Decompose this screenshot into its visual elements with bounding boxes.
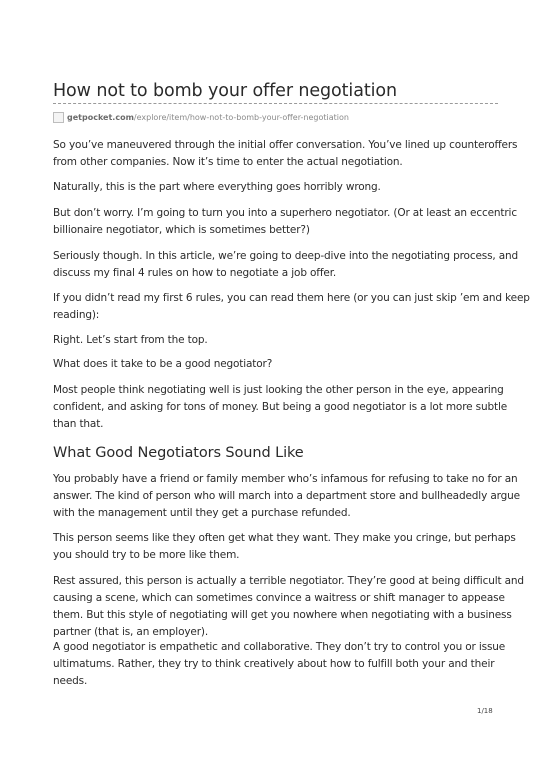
section-heading: What Good Negotiators Sound Like (53, 445, 304, 461)
paragraph: Rest assured, this person is actually a terrible negotiator. They’re good at being difficult and causing a scene, which can sometimes convince a waitress or shift manager to appease them. But this style of negotiating will get you nowhere when negotiating with a business partner (that is, an employer). (53, 575, 524, 638)
page-number: 1/18 (477, 707, 493, 715)
article-title: How not to bomb your offer negotiation (53, 81, 397, 101)
paragraph: You probably have a friend or family member who’s infamous for refusing to take no for an answer. The kind of person who will march into a department store and bullheadedly argue with the management until they get a purchase refunded. (53, 473, 520, 519)
paragraph: Right. Let’s start from the top. (53, 334, 208, 346)
paragraph: This person seems like they often get what they want. They make you cringe, but perhaps you should try to be more like them. (53, 532, 516, 561)
favicon-icon (53, 112, 64, 123)
paragraph: Naturally, this is the part where everything goes horribly wrong. (53, 181, 381, 193)
source-link[interactable] (53, 110, 349, 124)
paragraph: Most people think negotiating well is just looking the other person in the eye, appearing confident, and asking for tons of money. But being a good negotiator is a lot more subtle than that. (53, 384, 508, 430)
title-divider (53, 103, 498, 104)
paragraph: If you didn’t read my first 6 rules, you can read them here (or you can just skip ’em and keep reading): (53, 292, 530, 321)
source-domain: getpocket.com (67, 112, 134, 122)
paragraph: But don’t worry. I’m going to turn you into a superhero negotiator. (Or at least an eccentric billionaire negotiator, which is sometimes better?) (53, 207, 517, 236)
source-path: /explore/item/how-not-to-bomb-your-offer-negotiation (133, 112, 349, 122)
paragraph: Seriously though. In this article, we’re going to deep-dive into the negotiating process, and discuss my final 4 rules on how to negotiate a job offer. (53, 250, 519, 279)
paragraph: So you’ve maneuvered through the initial offer conversation. You’ve lined up counteroffers from other companies. Now it’s time to enter the actual negotiation. (53, 139, 518, 168)
paragraph: A good negotiator is empathetic and collaborative. They don’t try to control you or issue ultimatums. Rather, they try to think creatively about how to fulfill both your and their needs. (53, 641, 506, 687)
paragraph: What does it take to be a good negotiator? (53, 358, 273, 370)
